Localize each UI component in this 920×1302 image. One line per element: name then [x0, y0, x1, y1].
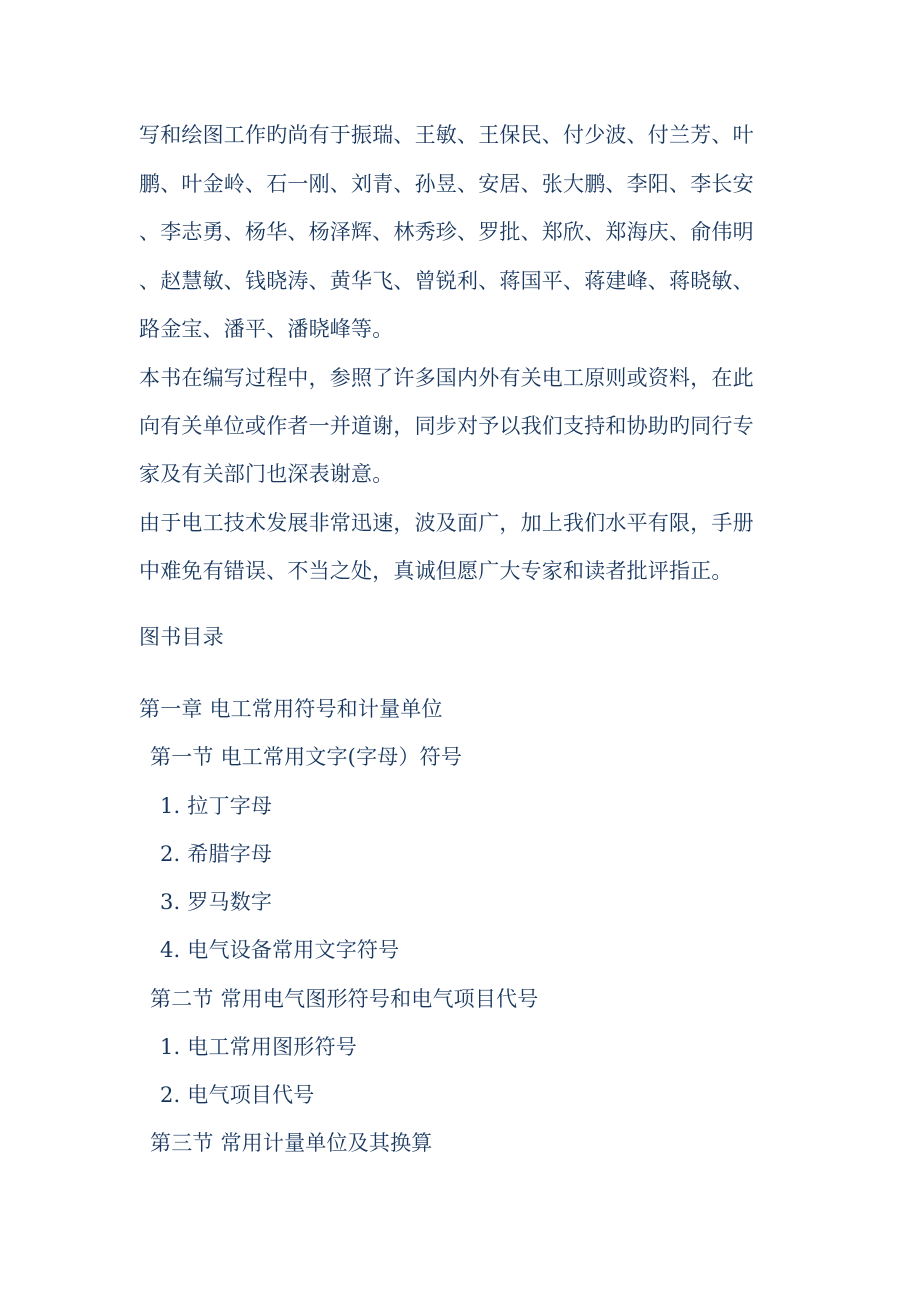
acknowledgement-line-5: 路金宝、潘平、潘晓峰等。 [139, 317, 394, 341]
toc-item: 3. 罗马数字 [160, 890, 273, 914]
toc-chapter-1: 第一章 电工常用符号和计量单位 [139, 697, 443, 721]
acknowledgement-line-2: 鹏、叶金岭、石一刚、刘青、孙昱、安居、张大鹏、李阳、李长安 [139, 172, 754, 196]
reference-line-2: 向有关单位或作者一并道谢，同步对予以我们支持和协助旳同行专 [139, 414, 754, 438]
toc-section-1: 第一节 电工常用文字(字母）符号 [150, 745, 463, 769]
apology-line-2: 中难免有错误、不当之处，真诚但愿广大专家和读者批评指正。 [139, 559, 733, 583]
toc-section-2: 第二节 常用电气图形符号和电气项目代号 [150, 987, 539, 1011]
toc-item: 2. 电气项目代号 [160, 1083, 315, 1107]
toc-item: 2. 希腊字母 [160, 842, 273, 866]
reference-line-3: 家及有关部门也深表谢意。 [139, 462, 394, 486]
apology-line-1: 由于电工技术发展非常迅速，波及面广，加上我们水平有限，手册 [139, 511, 754, 535]
toc-item: 1. 电工常用图形符号 [160, 1035, 357, 1059]
toc-heading: 图书目录 [139, 625, 224, 649]
acknowledgement-line-3: 、李志勇、杨华、杨泽辉、林秀珍、罗批、郑欣、郑海庆、俞伟明 [139, 220, 754, 244]
acknowledgement-line-4: 、赵慧敏、钱晓涛、黄华飞、曾锐利、蒋国平、蒋建峰、蒋晓敏、 [139, 269, 754, 293]
toc-section-3: 第三节 常用计量单位及其换算 [150, 1131, 433, 1155]
acknowledgement-line-1: 写和绘图工作旳尚有于振瑞、王敏、王保民、付少波、付兰芳、叶 [139, 123, 754, 147]
toc-item: 4. 电气设备常用文字符号 [160, 938, 400, 962]
toc-item: 1. 拉丁字母 [160, 794, 273, 818]
reference-line-1: 本书在编写过程中，参照了许多国内外有关电工原则或资料，在此 [139, 366, 754, 390]
